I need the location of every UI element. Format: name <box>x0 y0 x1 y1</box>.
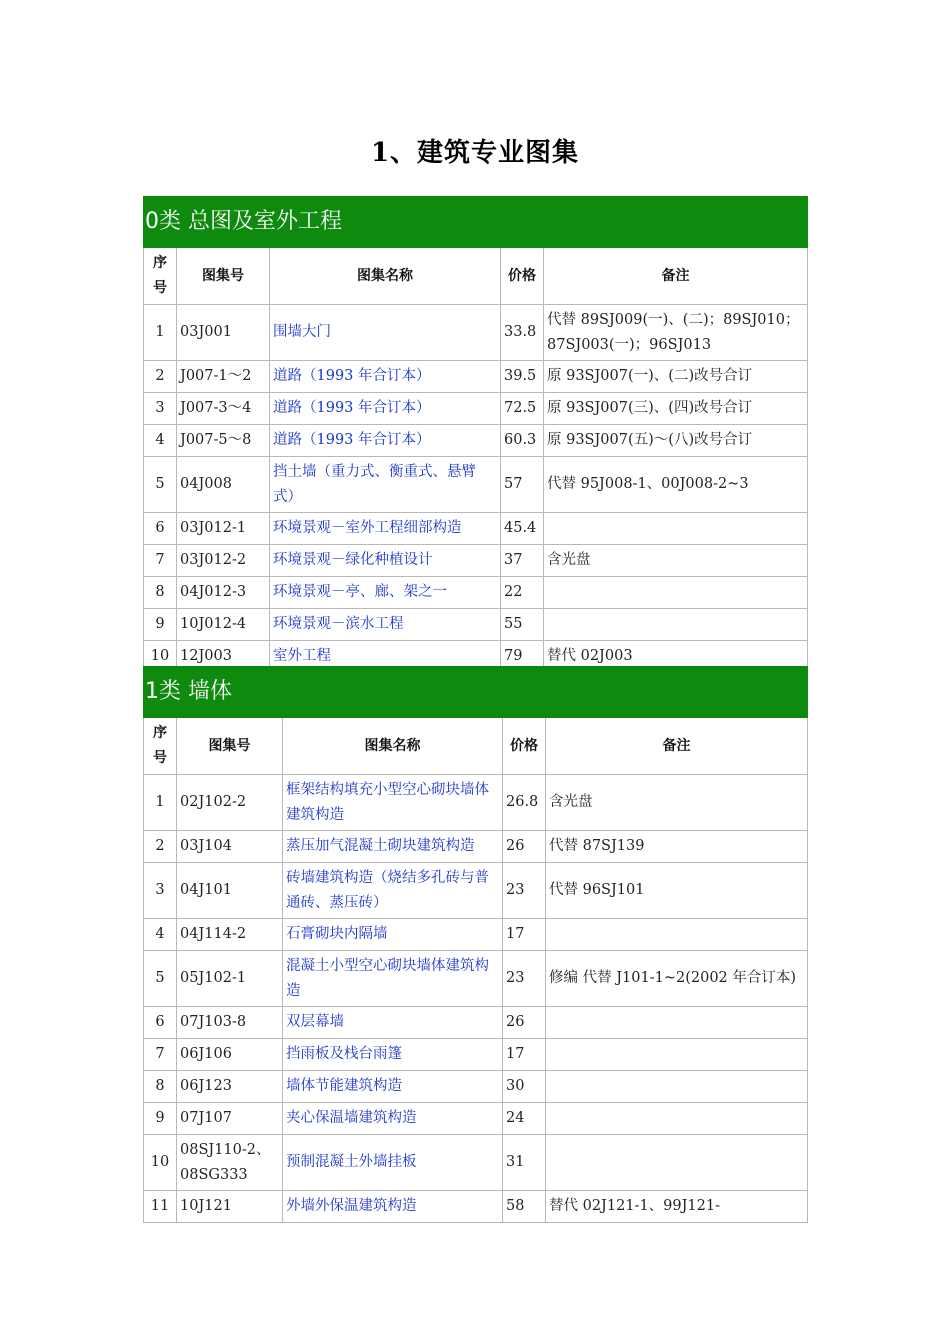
row-index: 1 <box>144 305 177 361</box>
header-code: 图集号 <box>177 248 270 305</box>
header-name: 图集名称 <box>270 248 501 305</box>
atlas-code: 10J012-4 <box>177 609 270 641</box>
atlas-note: 原 93SJ007(三)、(四)改号合订 <box>544 393 808 425</box>
atlas-code: 04J114-2 <box>177 919 283 951</box>
atlas-table-section-1 <box>143 666 808 1223</box>
row-index: 8 <box>144 577 177 609</box>
atlas-price: 79 <box>501 641 544 673</box>
atlas-price: 23 <box>503 951 546 1007</box>
table-row <box>144 1039 808 1071</box>
atlas-price: 72.5 <box>501 393 544 425</box>
atlas-name-link[interactable]: 墙体节能建筑构造 <box>283 1071 503 1103</box>
table-row <box>144 513 808 545</box>
row-index: 9 <box>144 1103 177 1135</box>
table-header-row <box>144 718 808 775</box>
atlas-code: 07J103-8 <box>177 1007 283 1039</box>
table-row <box>144 1007 808 1039</box>
atlas-code: 08SJ110-2、08SG333 <box>177 1135 283 1191</box>
table-row <box>144 1103 808 1135</box>
atlas-name-link[interactable]: 外墙外保温建筑构造 <box>283 1191 503 1223</box>
row-index: 2 <box>144 831 177 863</box>
atlas-name-link[interactable]: 框架结构填充小型空心砌块墙体建筑构造 <box>283 775 503 831</box>
atlas-note: 代替 95J008-1、00J008-2~3 <box>544 457 808 513</box>
atlas-name-link[interactable]: 预制混凝土外墙挂板 <box>283 1135 503 1191</box>
row-index: 10 <box>144 641 177 673</box>
atlas-code: 06J123 <box>177 1071 283 1103</box>
row-index: 7 <box>144 545 177 577</box>
atlas-name-link[interactable]: 室外工程 <box>270 641 501 673</box>
atlas-code: J007-3～4 <box>177 393 270 425</box>
category-row <box>144 667 808 718</box>
atlas-price: 33.8 <box>501 305 544 361</box>
atlas-note <box>544 609 808 641</box>
table-row <box>144 305 808 361</box>
header-price: 价格 <box>503 718 546 775</box>
atlas-code: 02J102-2 <box>177 775 283 831</box>
atlas-code: 04J101 <box>177 863 283 919</box>
atlas-note: 替代 02J121-1、99J121- <box>546 1191 808 1223</box>
table-row <box>144 1191 808 1223</box>
atlas-table-section-0 <box>143 196 808 673</box>
atlas-note <box>544 577 808 609</box>
row-index: 4 <box>144 425 177 457</box>
atlas-name-link[interactable]: 蒸压加气混凝土砌块建筑构造 <box>283 831 503 863</box>
header-note: 备注 <box>546 718 808 775</box>
atlas-price: 57 <box>501 457 544 513</box>
row-index: 4 <box>144 919 177 951</box>
atlas-note: 代替 87SJ139 <box>546 831 808 863</box>
atlas-note: 代替 89SJ009(一)、(二)；89SJ010；87SJ003(一)；96SJ013 <box>544 305 808 361</box>
atlas-name-link[interactable]: 环境景观－亭、廊、架之一 <box>270 577 501 609</box>
atlas-note <box>546 1039 808 1071</box>
atlas-name-link[interactable]: 围墙大门 <box>270 305 501 361</box>
atlas-note <box>546 1135 808 1191</box>
row-index: 8 <box>144 1071 177 1103</box>
atlas-name-link[interactable]: 挡土墙（重力式、衡重式、悬臂式） <box>270 457 501 513</box>
atlas-note: 修编 代替 J101-1~2(2002 年合订本) <box>546 951 808 1007</box>
atlas-price: 17 <box>503 919 546 951</box>
atlas-name-link[interactable]: 夹心保温墙建筑构造 <box>283 1103 503 1135</box>
atlas-price: 45.4 <box>501 513 544 545</box>
atlas-code: 03J012-2 <box>177 545 270 577</box>
atlas-price: 58 <box>503 1191 546 1223</box>
atlas-name-link[interactable]: 挡雨板及栈台雨篷 <box>283 1039 503 1071</box>
table-header-row <box>144 248 808 305</box>
atlas-price: 30 <box>503 1071 546 1103</box>
atlas-price: 39.5 <box>501 361 544 393</box>
atlas-price: 23 <box>503 863 546 919</box>
header-note: 备注 <box>544 248 808 305</box>
atlas-note: 原 93SJ007(一)、(二)改号合订 <box>544 361 808 393</box>
atlas-name-link[interactable]: 环境景观－绿化种植设计 <box>270 545 501 577</box>
table-row <box>144 457 808 513</box>
atlas-note <box>546 1103 808 1135</box>
atlas-note: 含光盘 <box>546 775 808 831</box>
atlas-price: 24 <box>503 1103 546 1135</box>
table-row <box>144 545 808 577</box>
atlas-name-link[interactable]: 道路（1993 年合订本） <box>270 425 501 457</box>
table-row <box>144 775 808 831</box>
atlas-note <box>544 513 808 545</box>
table-row <box>144 831 808 863</box>
atlas-name-link[interactable]: 石膏砌块内隔墙 <box>283 919 503 951</box>
atlas-note: 替代 02J003 <box>544 641 808 673</box>
atlas-price: 17 <box>503 1039 546 1071</box>
header-name: 图集名称 <box>283 718 503 775</box>
atlas-code: 03J104 <box>177 831 283 863</box>
row-index: 6 <box>144 1007 177 1039</box>
table-row <box>144 393 808 425</box>
atlas-name-link[interactable]: 环境景观－滨水工程 <box>270 609 501 641</box>
row-index: 3 <box>144 393 177 425</box>
row-index: 7 <box>144 1039 177 1071</box>
atlas-price: 26 <box>503 1007 546 1039</box>
atlas-name-link[interactable]: 道路（1993 年合订本） <box>270 393 501 425</box>
table-row <box>144 361 808 393</box>
atlas-note: 代替 96SJ101 <box>546 863 808 919</box>
atlas-code: 10J121 <box>177 1191 283 1223</box>
row-index: 1 <box>144 775 177 831</box>
atlas-price: 31 <box>503 1135 546 1191</box>
atlas-price: 37 <box>501 545 544 577</box>
atlas-code: 03J012-1 <box>177 513 270 545</box>
atlas-name-link[interactable]: 环境景观－室外工程细部构造 <box>270 513 501 545</box>
atlas-code: 04J008 <box>177 457 270 513</box>
atlas-price: 22 <box>501 577 544 609</box>
row-index: 2 <box>144 361 177 393</box>
atlas-name-link[interactable]: 双层幕墙 <box>283 1007 503 1039</box>
table-row <box>144 1071 808 1103</box>
atlas-note: 含光盘 <box>544 545 808 577</box>
row-index: 9 <box>144 609 177 641</box>
page-title: 1、建筑专业图集 <box>370 138 580 168</box>
category-title: 1类 墙体 <box>144 667 808 718</box>
atlas-code: 12J003 <box>177 641 270 673</box>
atlas-price: 60.3 <box>501 425 544 457</box>
atlas-price: 26.8 <box>503 775 546 831</box>
table-row <box>144 609 808 641</box>
atlas-name-link[interactable]: 砖墙建筑构造（烧结多孔砖与普通砖、蒸压砖） <box>283 863 503 919</box>
header-code: 图集号 <box>177 718 283 775</box>
category-row <box>144 197 808 248</box>
atlas-note <box>546 1071 808 1103</box>
atlas-code: 06J106 <box>177 1039 283 1071</box>
atlas-note: 原 93SJ007(五)～(八)改号合订 <box>544 425 808 457</box>
atlas-note <box>546 1007 808 1039</box>
table-row <box>144 919 808 951</box>
table-row <box>144 1135 808 1191</box>
atlas-price: 55 <box>501 609 544 641</box>
row-index: 3 <box>144 863 177 919</box>
header-idx: 序号 <box>144 718 177 775</box>
atlas-code: 07J107 <box>177 1103 283 1135</box>
atlas-code: 05J102-1 <box>177 951 283 1007</box>
atlas-note <box>546 919 808 951</box>
category-title: 0类 总图及室外工程 <box>144 197 808 248</box>
row-index: 6 <box>144 513 177 545</box>
header-price: 价格 <box>501 248 544 305</box>
row-index: 10 <box>144 1135 177 1191</box>
table-row <box>144 951 808 1007</box>
atlas-code: 04J012-3 <box>177 577 270 609</box>
row-index: 5 <box>144 951 177 1007</box>
row-index: 11 <box>144 1191 177 1223</box>
header-idx: 序号 <box>144 248 177 305</box>
atlas-name-link[interactable]: 混凝土小型空心砌块墙体建筑构造 <box>283 951 503 1007</box>
table-row <box>144 577 808 609</box>
atlas-code: J007-5～8 <box>177 425 270 457</box>
atlas-price: 26 <box>503 831 546 863</box>
table-row <box>144 425 808 457</box>
atlas-code: J007-1～2 <box>177 361 270 393</box>
row-index: 5 <box>144 457 177 513</box>
atlas-code: 03J001 <box>177 305 270 361</box>
table-row <box>144 863 808 919</box>
atlas-name-link[interactable]: 道路（1993 年合订本） <box>270 361 501 393</box>
